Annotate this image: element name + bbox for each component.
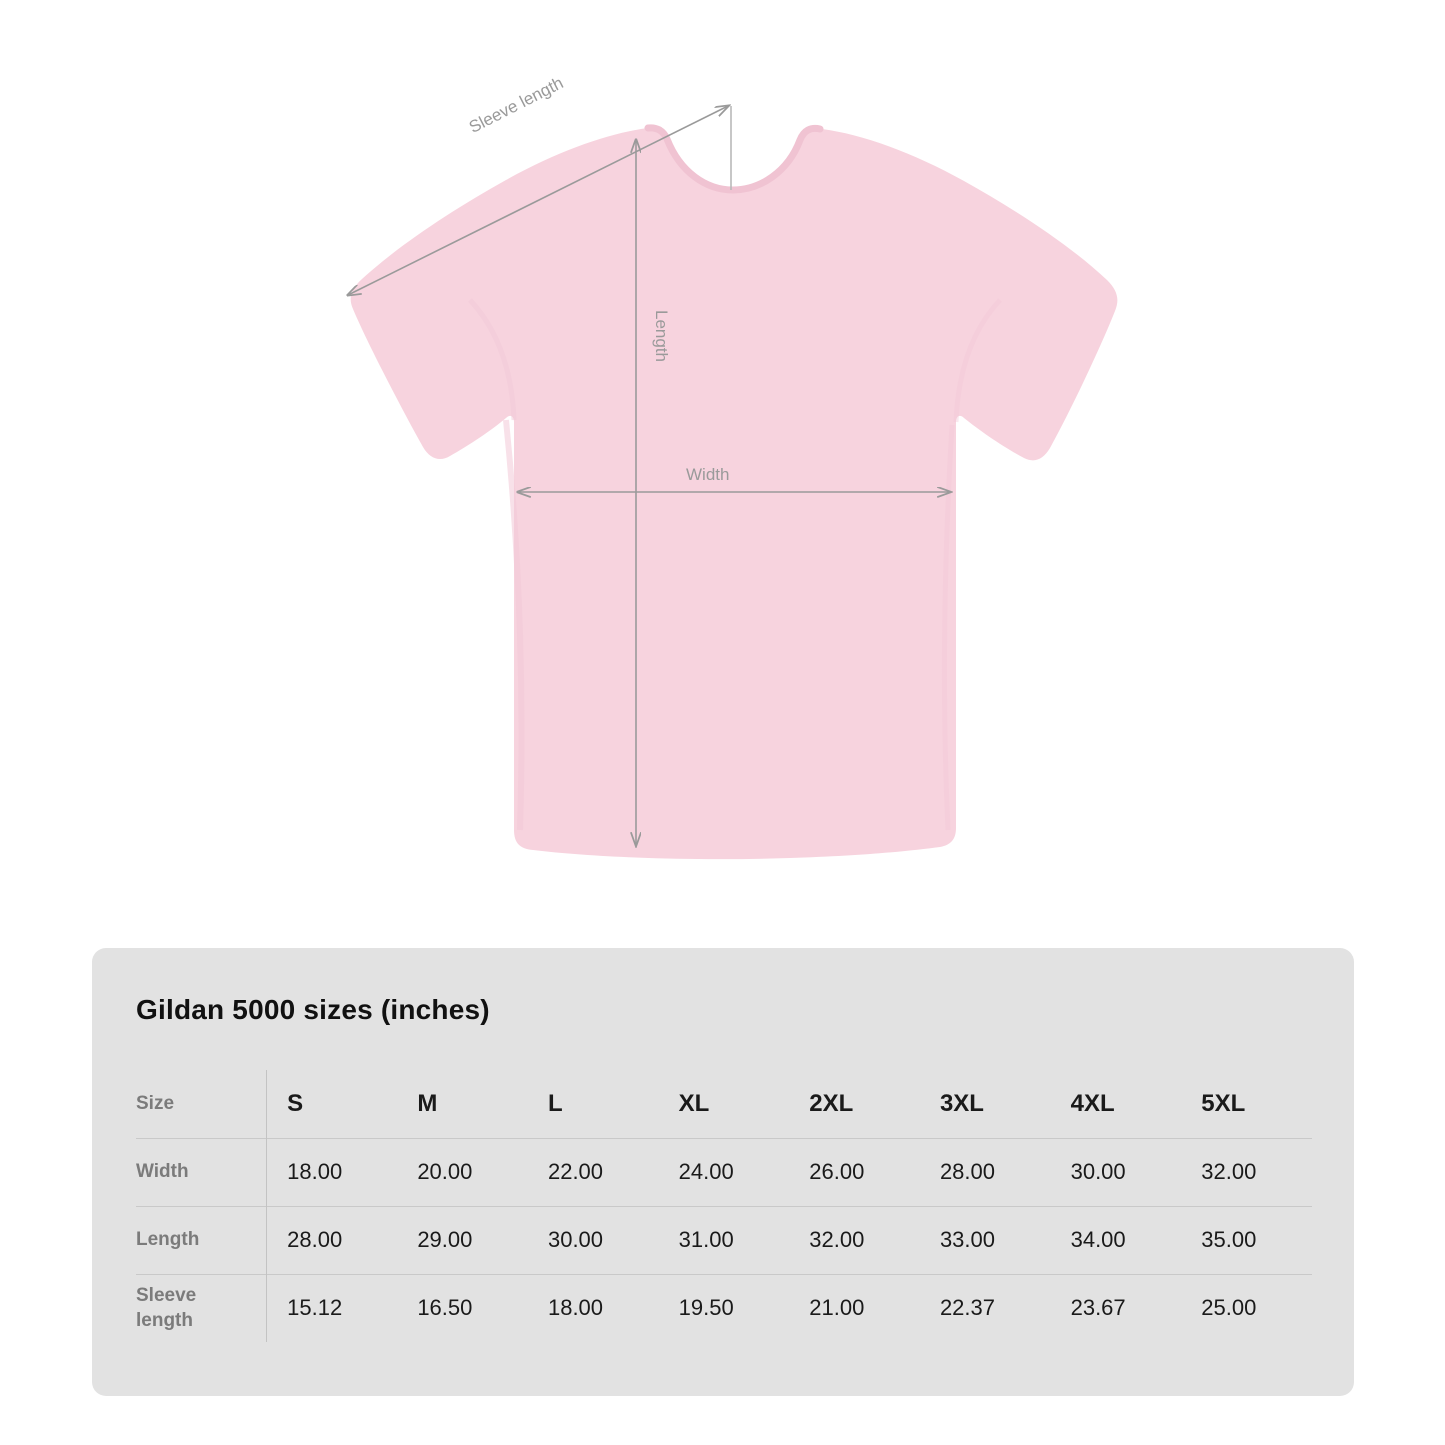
cell-sleeve-s: 15.12 bbox=[267, 1274, 398, 1342]
cell-width-2xl: 26.00 bbox=[789, 1138, 920, 1206]
cell-length-4xl: 34.00 bbox=[1051, 1206, 1182, 1274]
size-chart-title: Gildan 5000 sizes (inches) bbox=[136, 994, 490, 1025]
size-header-4xl: 4XL bbox=[1070, 1089, 1115, 1117]
cell-length-s: 28.00 bbox=[267, 1206, 398, 1274]
cell-sleeve-xl: 19.50 bbox=[659, 1274, 790, 1342]
cell-length-3xl: 33.00 bbox=[920, 1206, 1051, 1274]
tshirt-shape bbox=[351, 128, 1118, 859]
row-header-size: Size bbox=[136, 1070, 267, 1138]
cell-length-2xl: 32.00 bbox=[789, 1206, 920, 1274]
size-header-5xl: 5XL bbox=[1201, 1089, 1246, 1117]
sleeve-length-label: Sleeve length bbox=[466, 73, 567, 137]
cell-width-l: 22.00 bbox=[528, 1138, 659, 1206]
cell-length-m: 29.00 bbox=[397, 1206, 528, 1274]
cell-sleeve-m: 16.50 bbox=[397, 1274, 528, 1342]
row-header-length: Length bbox=[136, 1206, 267, 1274]
table-row bbox=[136, 1206, 1312, 1274]
size-chart-card bbox=[92, 948, 1354, 1396]
cell-sleeve-4xl: 23.67 bbox=[1051, 1274, 1182, 1342]
size-header-xl: XL bbox=[678, 1089, 710, 1117]
cell-sleeve-5xl: 25.00 bbox=[1181, 1274, 1312, 1342]
cell-sleeve-l: 18.00 bbox=[528, 1274, 659, 1342]
cell-width-4xl: 30.00 bbox=[1051, 1138, 1182, 1206]
table-row-sizes bbox=[136, 1070, 1312, 1138]
size-header-3xl: 3XL bbox=[939, 1089, 984, 1117]
cell-width-m: 20.00 bbox=[397, 1138, 528, 1206]
cell-length-l: 30.00 bbox=[528, 1206, 659, 1274]
row-header-width: Width bbox=[136, 1138, 267, 1206]
table-row bbox=[136, 1274, 1312, 1342]
cell-length-5xl: 35.00 bbox=[1181, 1206, 1312, 1274]
cell-sleeve-2xl: 21.00 bbox=[789, 1274, 920, 1342]
length-label: Length bbox=[652, 310, 671, 362]
cell-width-xl: 24.00 bbox=[659, 1138, 790, 1206]
cell-width-3xl: 28.00 bbox=[920, 1138, 1051, 1206]
cell-sleeve-3xl: 22.37 bbox=[920, 1274, 1051, 1342]
cell-length-xl: 31.00 bbox=[659, 1206, 790, 1274]
cell-width-s: 18.00 bbox=[267, 1138, 398, 1206]
width-label: Width bbox=[686, 465, 730, 484]
cell-width-5xl: 32.00 bbox=[1181, 1138, 1312, 1206]
row-header-sleeve-length: Sleeve length bbox=[136, 1274, 267, 1342]
size-header-s: S bbox=[287, 1089, 304, 1117]
size-header-2xl: 2XL bbox=[809, 1089, 854, 1117]
size-header-l: L bbox=[547, 1089, 563, 1117]
size-chart-table bbox=[136, 1070, 1312, 1342]
size-header-m: M bbox=[417, 1089, 438, 1117]
table-row bbox=[136, 1138, 1312, 1206]
